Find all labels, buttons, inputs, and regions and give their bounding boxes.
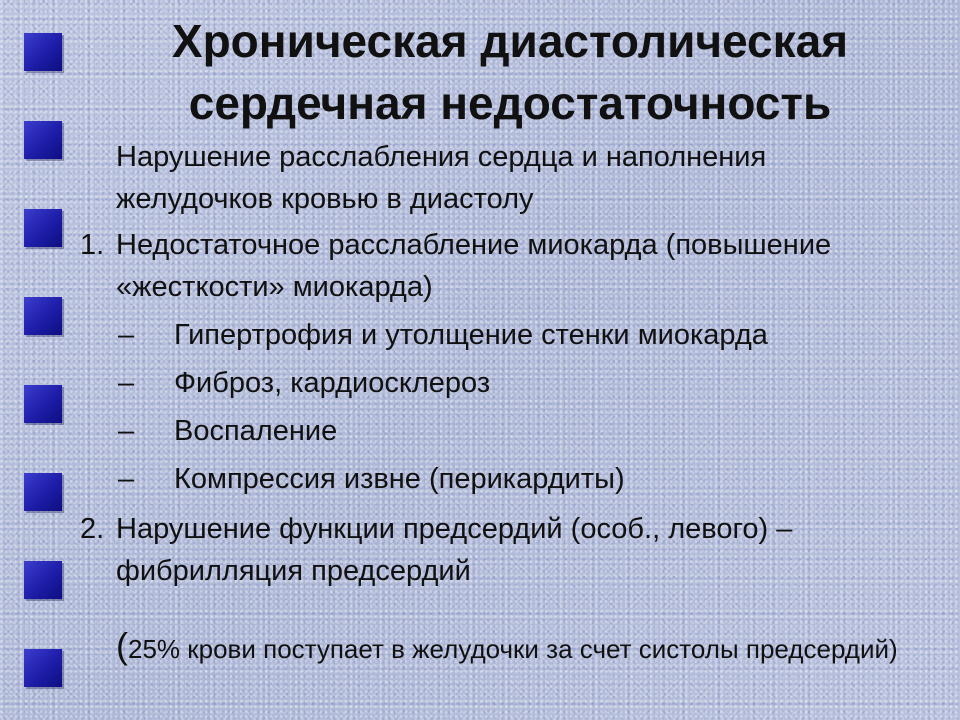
square-bullet-icon	[24, 209, 62, 247]
sub-item-inflammation: Воспаление	[174, 415, 338, 447]
square-bullet-icon	[24, 121, 62, 159]
square-bullet-icon	[24, 297, 62, 335]
slide-title: Хроническая диастолическая сердечная недостаточность	[171, 15, 849, 129]
item-1-text: Недостаточное расслабление миокарда (повышение «жесткости» миокарда)	[116, 229, 832, 303]
sub-item-compression: Компрессия извне (перикардиты)	[174, 463, 625, 495]
item-2-number: 2.	[80, 513, 105, 545]
item-1-number: 1.	[80, 229, 105, 261]
sub-item-dash: –	[118, 367, 135, 399]
item-2-text: Нарушение функции предсердий (особ., левого) – фибрилляция предсердий	[116, 513, 793, 587]
sub-item-dash: –	[118, 463, 135, 495]
atrial-contribution-note	[116, 626, 916, 669]
square-bullet-icon	[24, 473, 62, 511]
sub-item-dash: –	[118, 319, 135, 351]
square-bullet-icon	[24, 649, 62, 687]
sub-item-dash: –	[118, 415, 135, 447]
decorative-bullet-column	[24, 0, 64, 720]
square-bullet-icon	[24, 33, 62, 71]
note-open-paren: (	[116, 625, 128, 666]
square-bullet-icon	[24, 561, 62, 599]
sub-item-hypertrophy: Гипертрофия и утолщение стенки миокарда	[174, 319, 768, 351]
note-text: 25% крови поступает в желудочки за счет систолы предсердий)	[128, 634, 898, 664]
square-bullet-icon	[24, 385, 62, 423]
sub-item-fibrosis: Фиброз, кардиосклероз	[174, 367, 491, 399]
intro-text: Нарушение расслабления сердца и наполнения желудочков кровью в диастолу	[116, 141, 767, 215]
